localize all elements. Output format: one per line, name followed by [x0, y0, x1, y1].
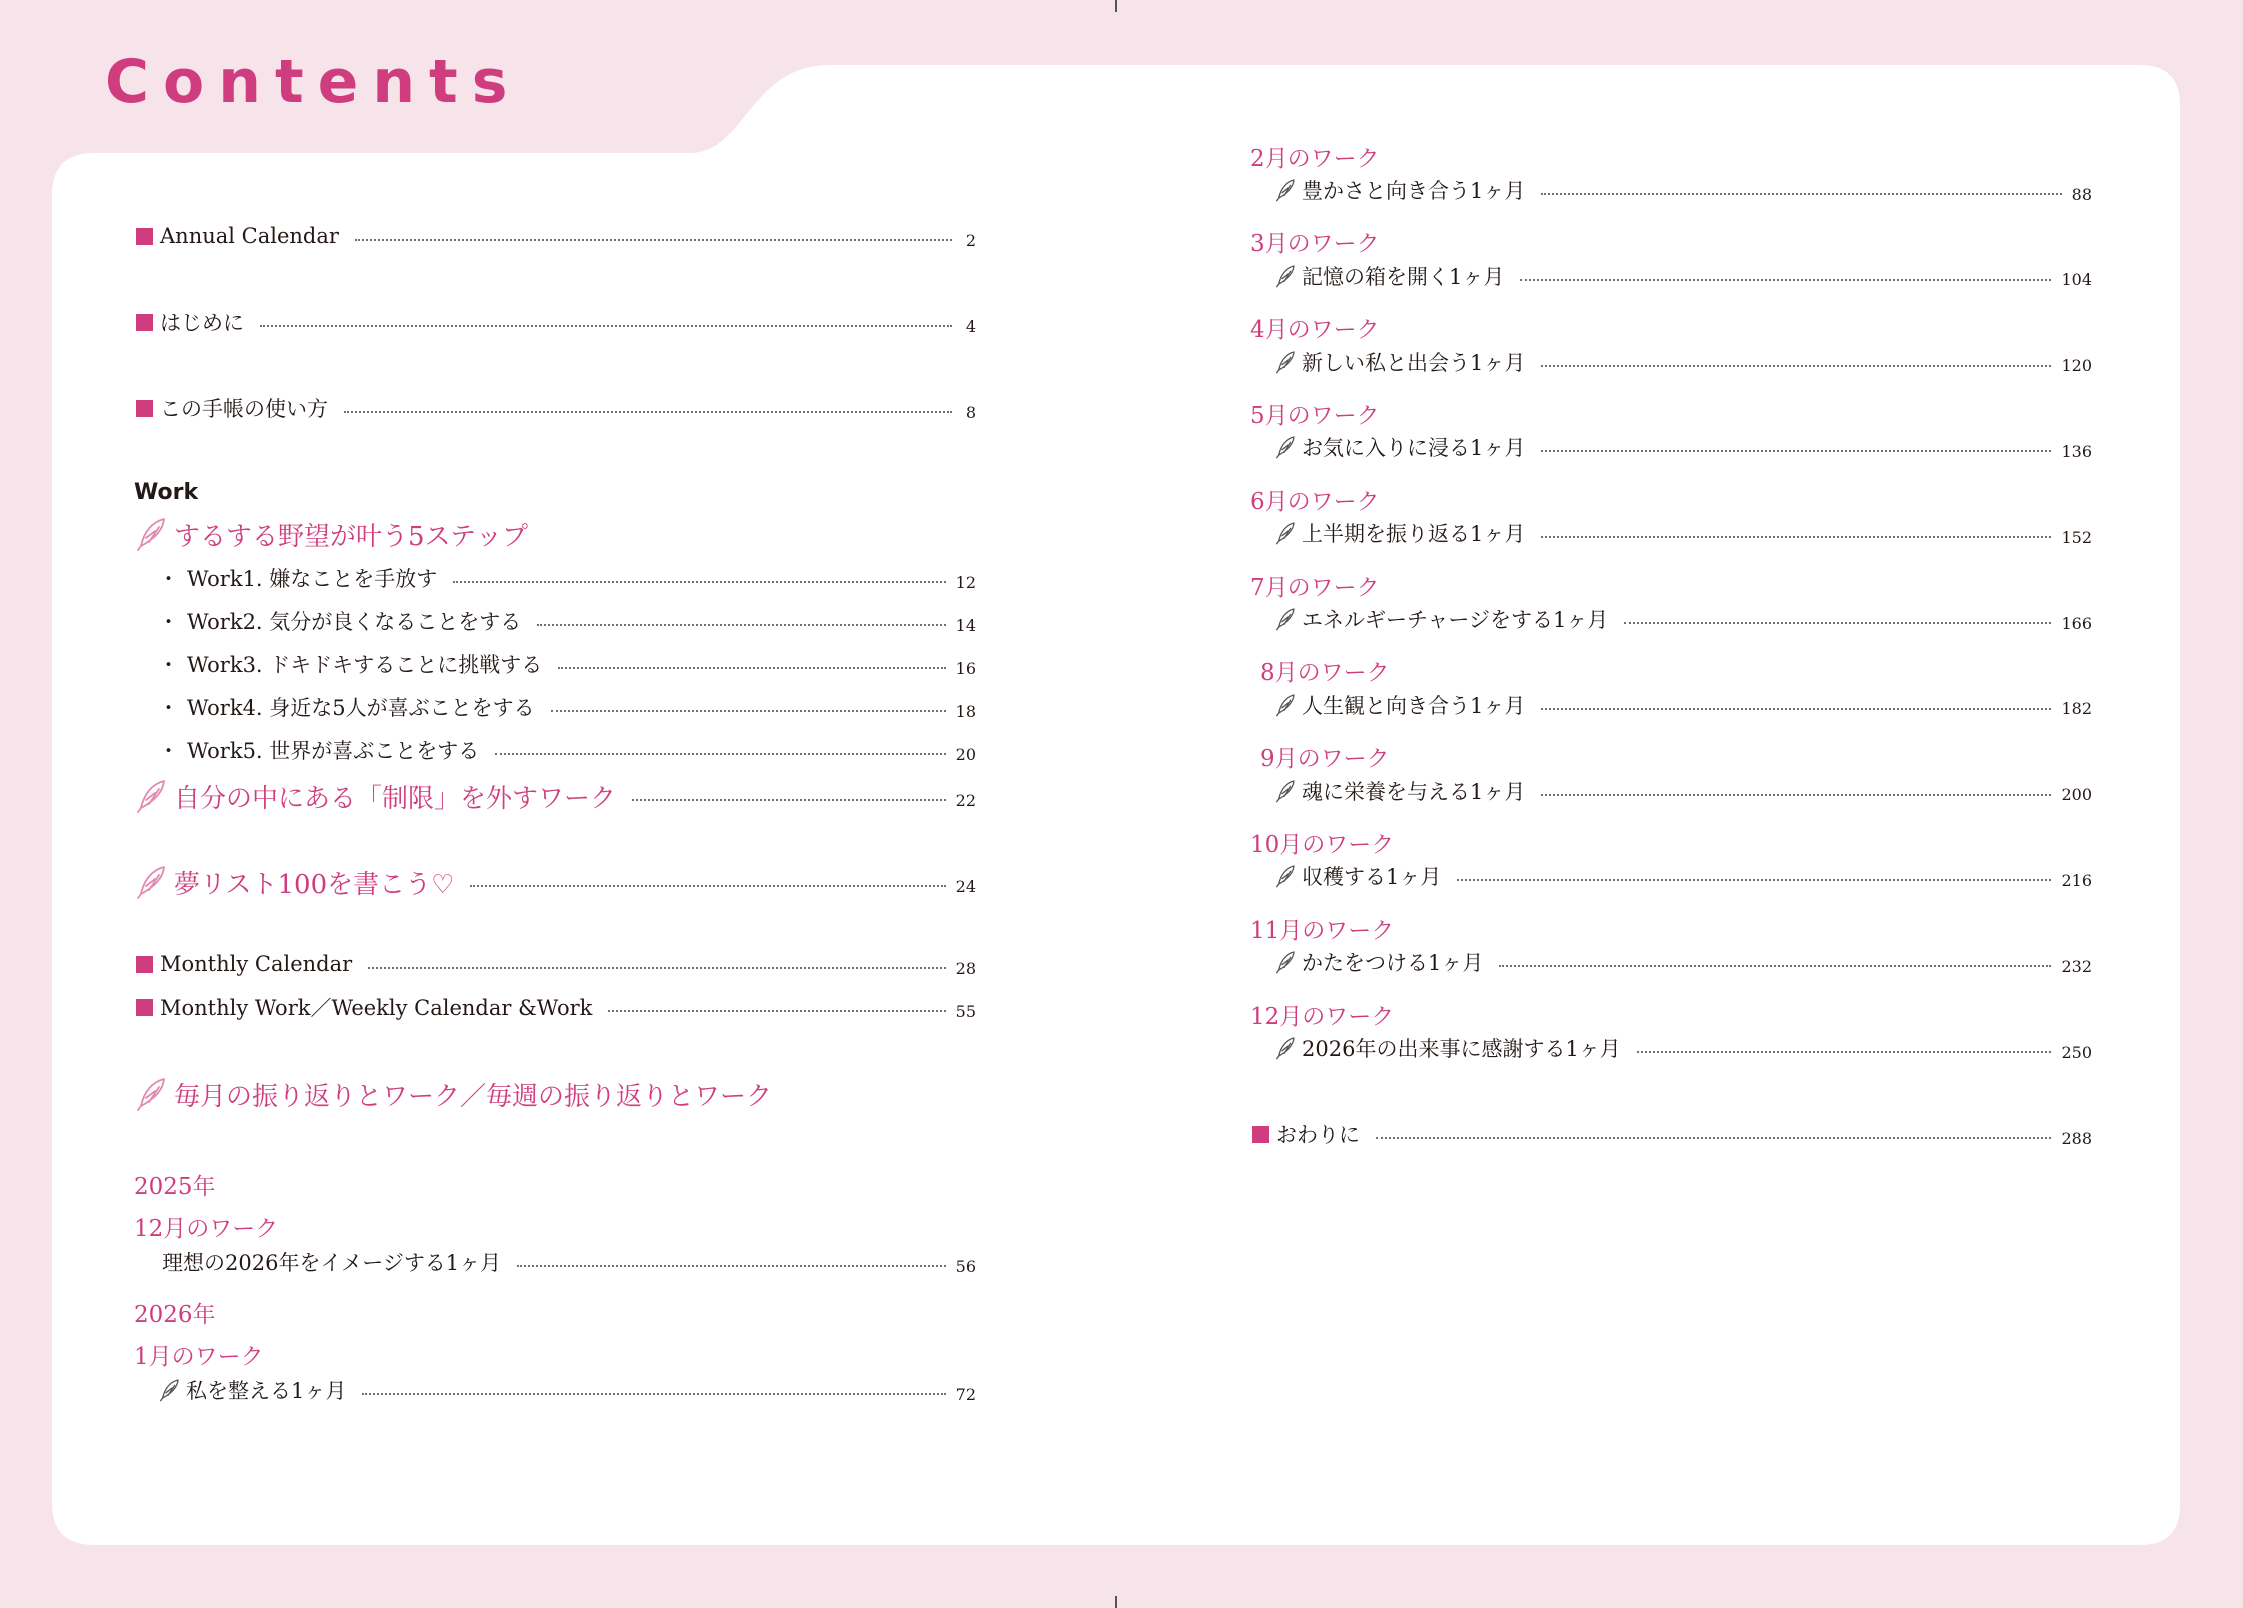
month-title: 3月のワーク [1250, 231, 1380, 258]
month-title: 7月のワーク [1250, 574, 1380, 601]
entry-label: 豊かさと向き合う1ヶ月 [1302, 179, 1526, 203]
page-number: 55 [955, 1001, 976, 1021]
quill-icon [1274, 607, 1298, 631]
toc-entry-month[interactable] [1274, 427, 2092, 467]
entry-label: Work4. 身近な5人が喜ぶことをする [187, 696, 535, 720]
leader-dots [453, 581, 945, 583]
entry-label: はじめに [160, 311, 244, 335]
page-number: 12 [955, 572, 976, 592]
dot-bullet: ・ [158, 610, 179, 634]
entry-label: 私を整える1ヶ月 [186, 1379, 347, 1403]
leader-dots [1637, 1051, 2052, 1053]
leader-dots [495, 753, 945, 755]
quill-icon [1274, 435, 1298, 459]
entry-label: 2026年の出来事に感謝する1ヶ月 [1302, 1037, 1621, 1061]
year-label: 2025年 [134, 1173, 216, 1200]
leader-dots [1541, 794, 2051, 796]
leader-dots [1541, 708, 2051, 710]
entry-label: Work5. 世界が喜ぶことをする [187, 739, 480, 763]
entry-label: 新しい私と出会う1ヶ月 [1302, 350, 1526, 375]
page-number: 152 [2061, 527, 2092, 547]
quill-icon [1274, 264, 1298, 288]
toc-entry-work3[interactable] [158, 644, 976, 684]
month-heading-jan-2026 [134, 1334, 264, 1374]
section-heading-work [134, 472, 198, 512]
crop-mark-top [1115, 0, 1117, 12]
entry-label: 夢リスト100を書こう♡ [174, 869, 455, 900]
toc-entry-dreamlist[interactable] [134, 862, 976, 902]
entry-label: お気に入りに浸る1ヶ月 [1302, 436, 1526, 461]
quill-icon [1274, 693, 1298, 717]
year-label: 2026年 [134, 1301, 216, 1328]
month-title: 6月のワーク [1250, 488, 1380, 515]
leader-dots [517, 1265, 945, 1267]
quill-icon [1274, 1036, 1298, 1060]
entry-label: Monthly Calendar [160, 952, 353, 976]
toc-entry-month[interactable] [1274, 685, 2092, 725]
quill-icon [134, 864, 170, 900]
month-title: 9月のワーク [1260, 746, 1390, 773]
entry-label: Work3. ドキドキすることに挑戦する [187, 653, 543, 677]
leader-dots [608, 1010, 945, 1012]
toc-entry-work5[interactable] [158, 730, 976, 770]
entry-label: かたをつける1ヶ月 [1302, 951, 1484, 976]
entry-label: Annual Calendar [160, 224, 339, 248]
page-number: 2 [965, 230, 976, 250]
page-number: 166 [2061, 613, 2092, 633]
square-bullet-icon [136, 956, 153, 973]
month-title: 4月のワーク [1250, 317, 1380, 344]
page-number: 288 [2061, 1128, 2092, 1148]
toc-entry-work1[interactable] [158, 558, 976, 598]
leader-dots [1499, 965, 2051, 967]
page-number: 182 [2061, 699, 2092, 719]
toc-entry-monthly-work[interactable] [136, 987, 976, 1027]
toc-entry-month[interactable] [1274, 170, 2092, 210]
toc-entry-month[interactable] [1274, 771, 2092, 811]
leader-dots [1624, 622, 2051, 624]
page-number: 22 [955, 790, 976, 810]
leader-dots [1457, 879, 2051, 881]
toc-entry-work4[interactable] [158, 687, 976, 727]
leader-dots [260, 325, 952, 327]
page-number: 136 [2061, 441, 2092, 461]
leader-dots [1376, 1137, 2051, 1139]
quill-icon [134, 516, 170, 552]
month-heading-dec-2025 [134, 1206, 278, 1246]
toc-entry-work2[interactable] [158, 601, 976, 641]
quill-icon [1274, 350, 1298, 374]
section-heading: Work [134, 479, 199, 505]
leader-dots [368, 967, 945, 969]
entry-label: 収穫する1ヶ月 [1302, 865, 1442, 890]
entry-label: エネルギーチャージをする1ヶ月 [1302, 608, 1609, 632]
page-number: 104 [2061, 270, 2092, 290]
page-number: 88 [2071, 184, 2092, 204]
leader-dots [1541, 450, 2051, 452]
toc-entry-monthly-calendar[interactable] [136, 944, 976, 984]
page-number: 14 [955, 615, 976, 635]
dot-bullet: ・ [158, 739, 179, 763]
entry-label: 理想の2026年をイメージする1ヶ月 [162, 1251, 502, 1275]
page-number: 56 [955, 1256, 976, 1276]
crop-mark-bottom [1115, 1596, 1117, 1608]
toc-entry-month[interactable] [1274, 942, 2092, 982]
page-number: 18 [955, 701, 976, 721]
page-number: 16 [955, 658, 976, 678]
toc-entry-limits[interactable] [134, 776, 976, 816]
group-title: するする野望が叶う5ステップ [174, 521, 529, 552]
toc-group-review[interactable] [134, 1074, 772, 1114]
toc-entry-closing[interactable] [1252, 1114, 2092, 1154]
toc-entry-month[interactable] [1274, 1028, 2092, 1068]
quill-icon [1274, 779, 1298, 803]
leader-dots [344, 411, 952, 413]
leader-dots [632, 799, 946, 801]
entry-label: おわりに [1276, 1123, 1360, 1147]
quill-icon [1274, 521, 1298, 545]
month-title: 10月のワーク [1250, 831, 1395, 858]
entry-label: 自分の中にある「制限」を外すワーク [174, 783, 617, 814]
entry-label: Work1. 嫌なことを手放す [187, 567, 438, 591]
page-title: Contents [105, 47, 522, 117]
dot-bullet: ・ [158, 653, 179, 677]
toc-entry-howto[interactable] [136, 388, 976, 428]
quill-icon [134, 1076, 170, 1112]
toc-entry-month[interactable] [1274, 599, 2092, 639]
month-title: 11月のワーク [1250, 917, 1395, 944]
square-bullet-icon [1252, 1126, 1269, 1143]
square-bullet-icon [136, 999, 153, 1016]
month-title: 5月のワーク [1250, 402, 1380, 429]
leader-dots [558, 667, 945, 669]
leader-dots [1541, 536, 2051, 538]
page-number: 72 [955, 1384, 976, 1404]
page-number: 232 [2061, 956, 2092, 976]
entry-label: この手帳の使い方 [160, 397, 328, 421]
toc-entry-month[interactable] [1274, 342, 2092, 382]
year-heading-2026 [134, 1292, 216, 1332]
leader-dots [1541, 193, 2061, 195]
toc-group-five-steps[interactable] [134, 514, 528, 554]
month-title: 12月のワーク [134, 1215, 279, 1242]
page-number: 4 [965, 316, 976, 336]
toc-entry-month[interactable] [1274, 256, 2092, 296]
square-bullet-icon [136, 228, 153, 245]
page-number: 250 [2061, 1042, 2092, 1062]
leader-dots [551, 710, 946, 712]
page-number: 200 [2061, 785, 2092, 805]
entry-label: Monthly Work／Weekly Calendar &Work [160, 996, 593, 1020]
toc-entry-dec-2025[interactable] [162, 1242, 976, 1282]
quill-icon [1274, 950, 1298, 974]
quill-icon [1274, 864, 1298, 888]
dot-bullet: ・ [158, 567, 179, 591]
dot-bullet: ・ [158, 696, 179, 720]
leader-dots [362, 1393, 945, 1395]
quill-icon [1274, 178, 1298, 202]
page-number: 8 [965, 402, 976, 422]
square-bullet-icon [136, 314, 153, 331]
square-bullet-icon [136, 400, 153, 417]
toc-entry-annual-calendar[interactable] [136, 216, 976, 256]
month-title: 12月のワーク [1250, 1003, 1395, 1030]
year-heading-2025 [134, 1164, 216, 1204]
entry-label: 人生観と向き合う1ヶ月 [1302, 693, 1526, 718]
page-number: 120 [2061, 356, 2092, 376]
leader-dots [537, 624, 945, 626]
page-number: 216 [2061, 870, 2092, 890]
entry-label: Work2. 気分が良くなることをする [187, 610, 522, 634]
leader-dots [1520, 279, 2051, 281]
group-title: 毎月の振り返りとワーク／毎週の振り返りとワーク [174, 1081, 773, 1112]
entry-label: 記憶の箱を開く1ヶ月 [1302, 264, 1505, 289]
month-title: 8月のワーク [1260, 660, 1390, 687]
page-number: 20 [955, 744, 976, 764]
page-number: 24 [955, 876, 976, 896]
toc-entry-jan-2026[interactable] [158, 1370, 976, 1410]
quill-icon [158, 1378, 182, 1402]
leader-dots [355, 239, 952, 241]
leader-dots [470, 885, 945, 887]
leader-dots [1541, 365, 2051, 367]
toc-entry-month[interactable] [1274, 513, 2092, 553]
quill-icon [134, 778, 170, 814]
month-title: 2月のワーク [1250, 145, 1380, 172]
entry-label: 魂に栄養を与える1ヶ月 [1302, 779, 1526, 804]
toc-entry-month[interactable] [1274, 856, 2092, 896]
month-title: 1月のワーク [134, 1343, 264, 1370]
page-number: 28 [955, 958, 976, 978]
entry-label: 上半期を振り返る1ヶ月 [1302, 522, 1526, 547]
toc-entry-intro[interactable] [136, 302, 976, 342]
